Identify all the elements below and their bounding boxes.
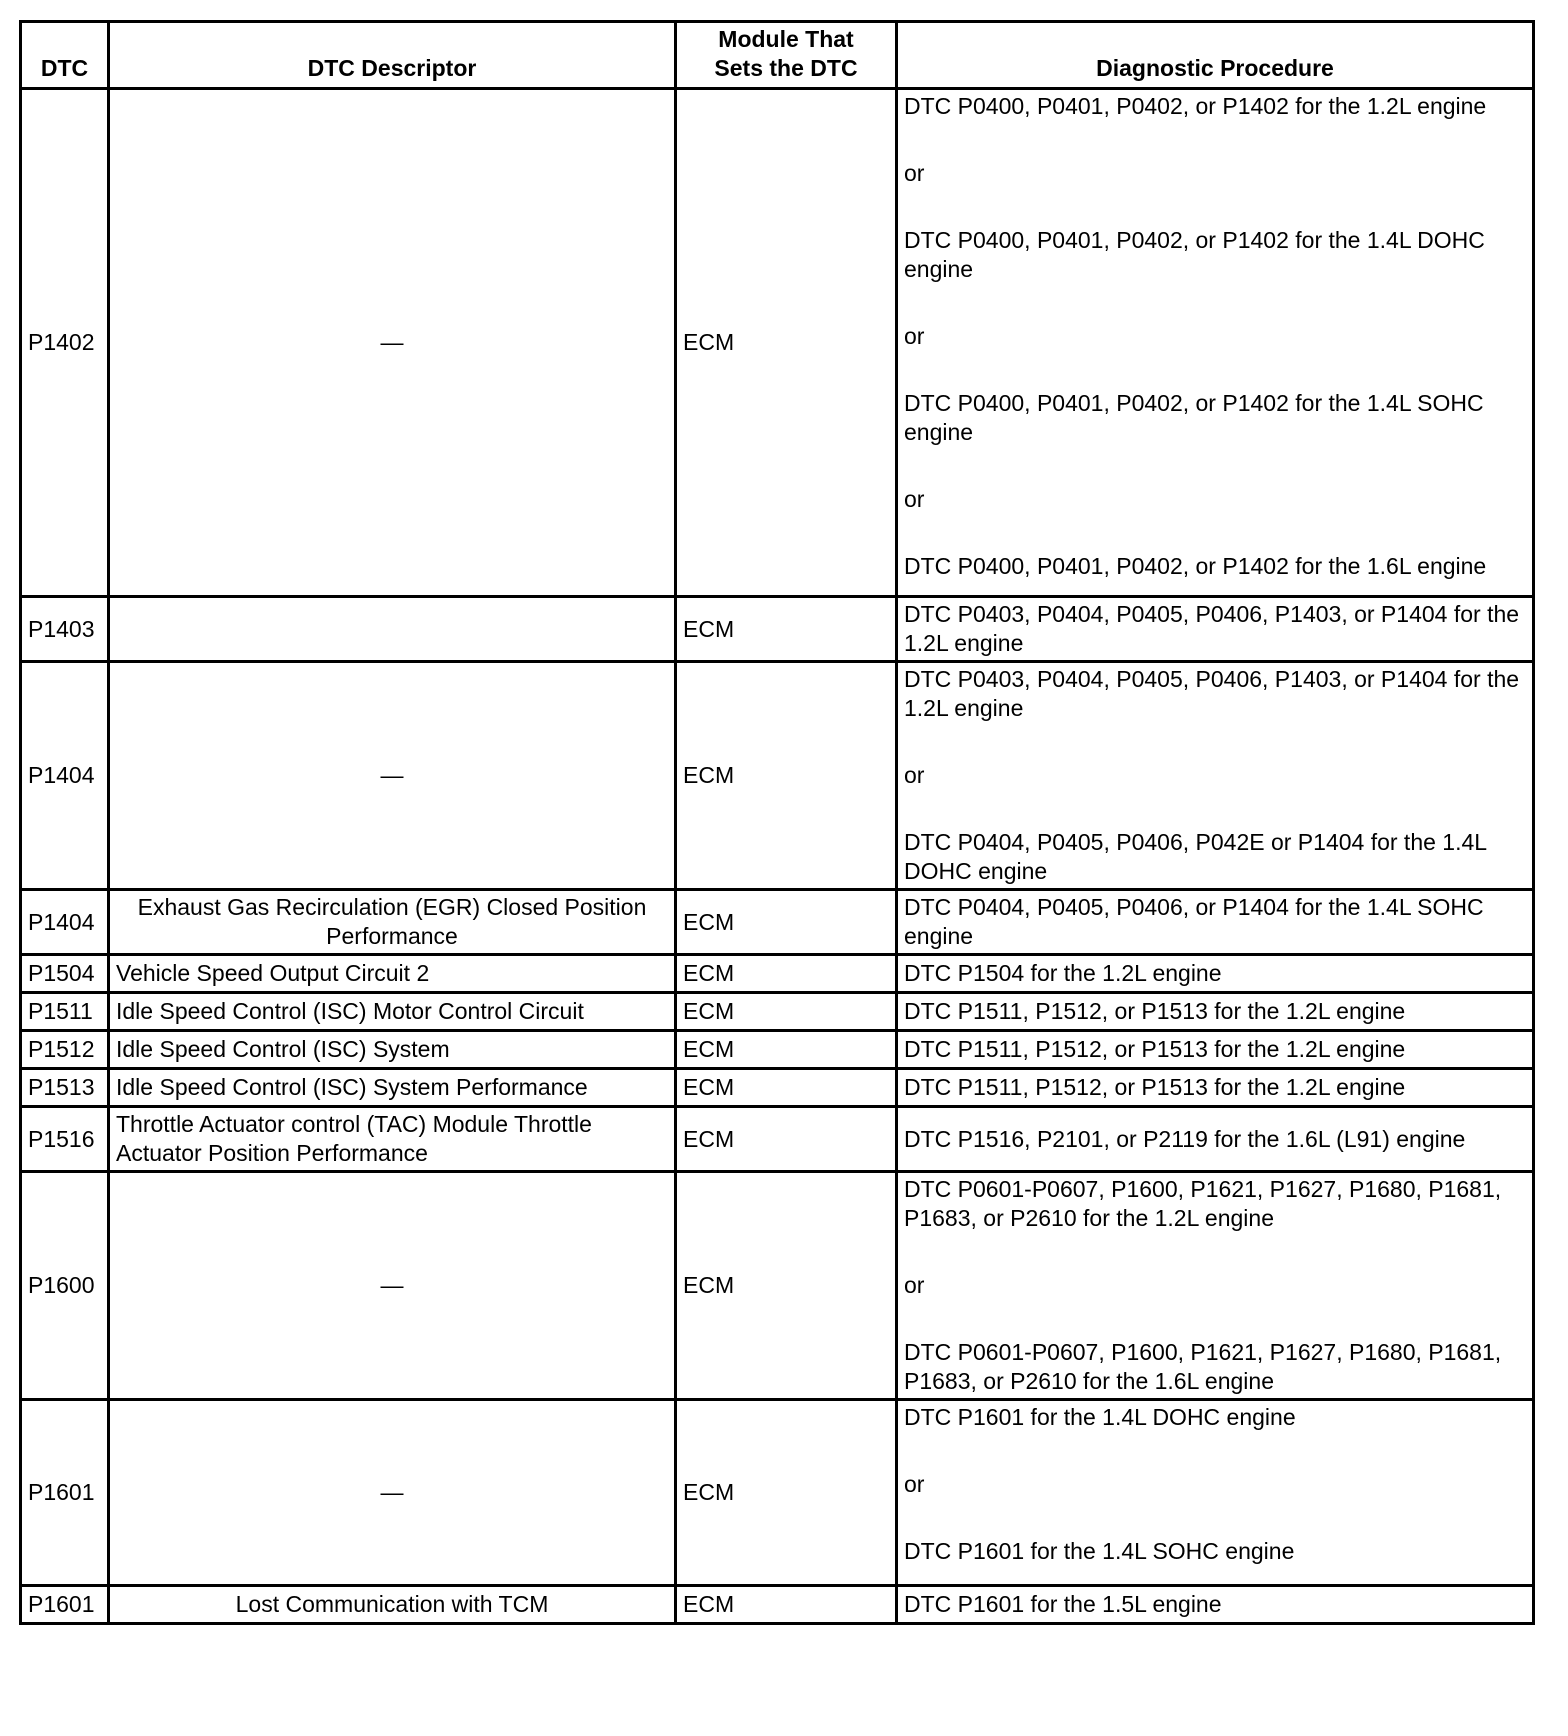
procedure-spacer <box>904 514 1526 552</box>
procedure-line: DTC P1511, P1512, or P1513 for the 1.2L engine <box>904 1074 1406 1100</box>
procedure-line: DTC P1516, P2101, or P2119 for the 1.6L (L91) engine <box>904 1125 1466 1152</box>
table-row <box>21 1586 1534 1624</box>
cell-module: ECM <box>676 890 897 955</box>
cell-descriptor: — <box>109 89 676 597</box>
cell-module: ECM <box>676 89 897 597</box>
cell-procedure <box>897 1400 1534 1586</box>
procedure-line: DTC P0601-P0607, P1600, P1621, P1627, P1680, P1681, P1683, or P2610 for the 1.2L engine <box>904 1176 1502 1231</box>
table-row <box>21 955 1534 993</box>
header-module-line1: Module That <box>718 26 854 52</box>
cell-procedure <box>897 1172 1534 1400</box>
header-dtc: DTC <box>21 22 109 89</box>
cell-procedure <box>897 662 1534 890</box>
cell-descriptor: Lost Communication with TCM <box>109 1586 676 1624</box>
cell-dtc: P1513 <box>21 1069 109 1107</box>
procedure-spacer <box>904 1499 1526 1537</box>
procedure-spacer <box>904 351 1526 389</box>
cell-dtc: P1504 <box>21 955 109 993</box>
cell-module: ECM <box>676 1586 897 1624</box>
procedure-line: DTC P0400, P0401, P0402, or P1402 for the 1.2L engine <box>904 93 1487 119</box>
cell-dtc: P1404 <box>21 890 109 955</box>
procedure-or: or <box>904 762 925 788</box>
cell-dtc: P1403 <box>21 597 109 662</box>
cell-procedure <box>897 1107 1534 1172</box>
table-row <box>21 89 1534 597</box>
cell-module: ECM <box>676 1069 897 1107</box>
header-module-line2: Sets the DTC <box>714 55 858 81</box>
cell-module: ECM <box>676 1172 897 1400</box>
header-row <box>21 22 1534 89</box>
procedure-spacer <box>904 1432 1526 1470</box>
cell-module: ECM <box>676 1107 897 1172</box>
procedure-line: DTC P0400, P0401, P0402, or P1402 for the 1.4L SOHC engine <box>904 390 1484 445</box>
cell-module: ECM <box>676 662 897 890</box>
procedure-or: or <box>904 160 925 186</box>
procedure-spacer <box>904 1233 1526 1271</box>
table-row <box>21 1172 1534 1400</box>
cell-descriptor: Exhaust Gas Recirculation (EGR) Closed Position Performance <box>109 890 676 955</box>
dtc-table <box>19 20 1535 1625</box>
table-row <box>21 1069 1534 1107</box>
header-procedure: Diagnostic Procedure <box>897 22 1534 89</box>
table-body <box>21 89 1534 1624</box>
cell-procedure <box>897 1586 1534 1624</box>
table-row <box>21 1031 1534 1069</box>
cell-dtc: P1511 <box>21 993 109 1031</box>
cell-procedure <box>897 955 1534 993</box>
cell-descriptor: — <box>109 1400 676 1586</box>
cell-procedure <box>897 89 1534 597</box>
header-module <box>676 22 897 89</box>
cell-procedure <box>897 1031 1534 1069</box>
procedure-line: DTC P0403, P0404, P0405, P0406, P1403, or P1404 for the 1.2L engine <box>904 666 1520 721</box>
procedure-spacer <box>904 284 1526 322</box>
procedure-line: DTC P0400, P0401, P0402, or P1402 for the 1.6L engine <box>904 553 1487 579</box>
cell-dtc: P1402 <box>21 89 109 597</box>
cell-module: ECM <box>676 1031 897 1069</box>
procedure-line: DTC P0404, P0405, P0406, P042E or P1404 for the 1.4L DOHC engine <box>904 829 1487 884</box>
procedure-line: DTC P1511, P1512, or P1513 for the 1.2L engine <box>904 1036 1406 1062</box>
table-row <box>21 993 1534 1031</box>
cell-descriptor: Vehicle Speed Output Circuit 2 <box>109 955 676 993</box>
cell-dtc: P1512 <box>21 1031 109 1069</box>
cell-dtc: P1601 <box>21 1400 109 1586</box>
cell-descriptor: — <box>109 662 676 890</box>
procedure-line: DTC P0400, P0401, P0402, or P1402 for the 1.4L DOHC engine <box>904 227 1485 282</box>
procedure-spacer <box>904 1300 1526 1338</box>
cell-procedure <box>897 597 1534 662</box>
cell-procedure <box>897 890 1534 955</box>
header-descriptor: DTC Descriptor <box>109 22 676 89</box>
cell-descriptor: Idle Speed Control (ISC) System <box>109 1031 676 1069</box>
procedure-or: or <box>904 1272 925 1298</box>
cell-module: ECM <box>676 597 897 662</box>
cell-module: ECM <box>676 955 897 993</box>
procedure-line: DTC P1511, P1512, or P1513 for the 1.2L engine <box>904 998 1406 1024</box>
procedure-spacer <box>904 188 1526 226</box>
procedure-line: DTC P1601 for the 1.5L engine <box>904 1591 1222 1617</box>
table-row <box>21 662 1534 890</box>
procedure-or: or <box>904 323 925 349</box>
procedure-line: DTC P0601-P0607, P1600, P1621, P1627, P1680, P1681, P1683, or P2610 for the 1.6L engine <box>904 1339 1502 1394</box>
cell-procedure <box>897 993 1534 1031</box>
cell-module: ECM <box>676 1400 897 1586</box>
procedure-line: DTC P0403, P0404, P0405, P0406, P1403, or P1404 for the 1.2L engine <box>904 601 1520 656</box>
procedure-spacer <box>904 121 1526 159</box>
cell-module: ECM <box>676 993 897 1031</box>
table-row <box>21 1107 1534 1172</box>
procedure-spacer <box>904 723 1526 761</box>
cell-descriptor: Idle Speed Control (ISC) Motor Control Circuit <box>109 993 676 1031</box>
procedure-line: DTC P1601 for the 1.4L DOHC engine <box>904 1404 1296 1430</box>
cell-dtc: P1600 <box>21 1172 109 1400</box>
procedure-or: or <box>904 1471 925 1497</box>
cell-dtc: P1404 <box>21 662 109 890</box>
procedure-line: DTC P1504 for the 1.2L engine <box>904 960 1222 986</box>
procedure-or: or <box>904 486 925 512</box>
procedure-line: DTC P0404, P0405, P0406, or P1404 for the 1.4L SOHC engine <box>904 894 1484 949</box>
table-row <box>21 597 1534 662</box>
cell-descriptor: Idle Speed Control (ISC) System Performance <box>109 1069 676 1107</box>
cell-descriptor <box>109 597 676 662</box>
table-row <box>21 890 1534 955</box>
procedure-spacer <box>904 447 1526 485</box>
procedure-spacer <box>904 790 1526 828</box>
procedure-line: DTC P1601 for the 1.4L SOHC engine <box>904 1538 1295 1564</box>
cell-procedure <box>897 1069 1534 1107</box>
cell-dtc: P1516 <box>21 1107 109 1172</box>
table-row <box>21 1400 1534 1586</box>
cell-dtc: P1601 <box>21 1586 109 1624</box>
cell-descriptor: — <box>109 1172 676 1400</box>
cell-descriptor: Throttle Actuator control (TAC) Module Throttle Actuator Position Performance <box>109 1107 676 1172</box>
